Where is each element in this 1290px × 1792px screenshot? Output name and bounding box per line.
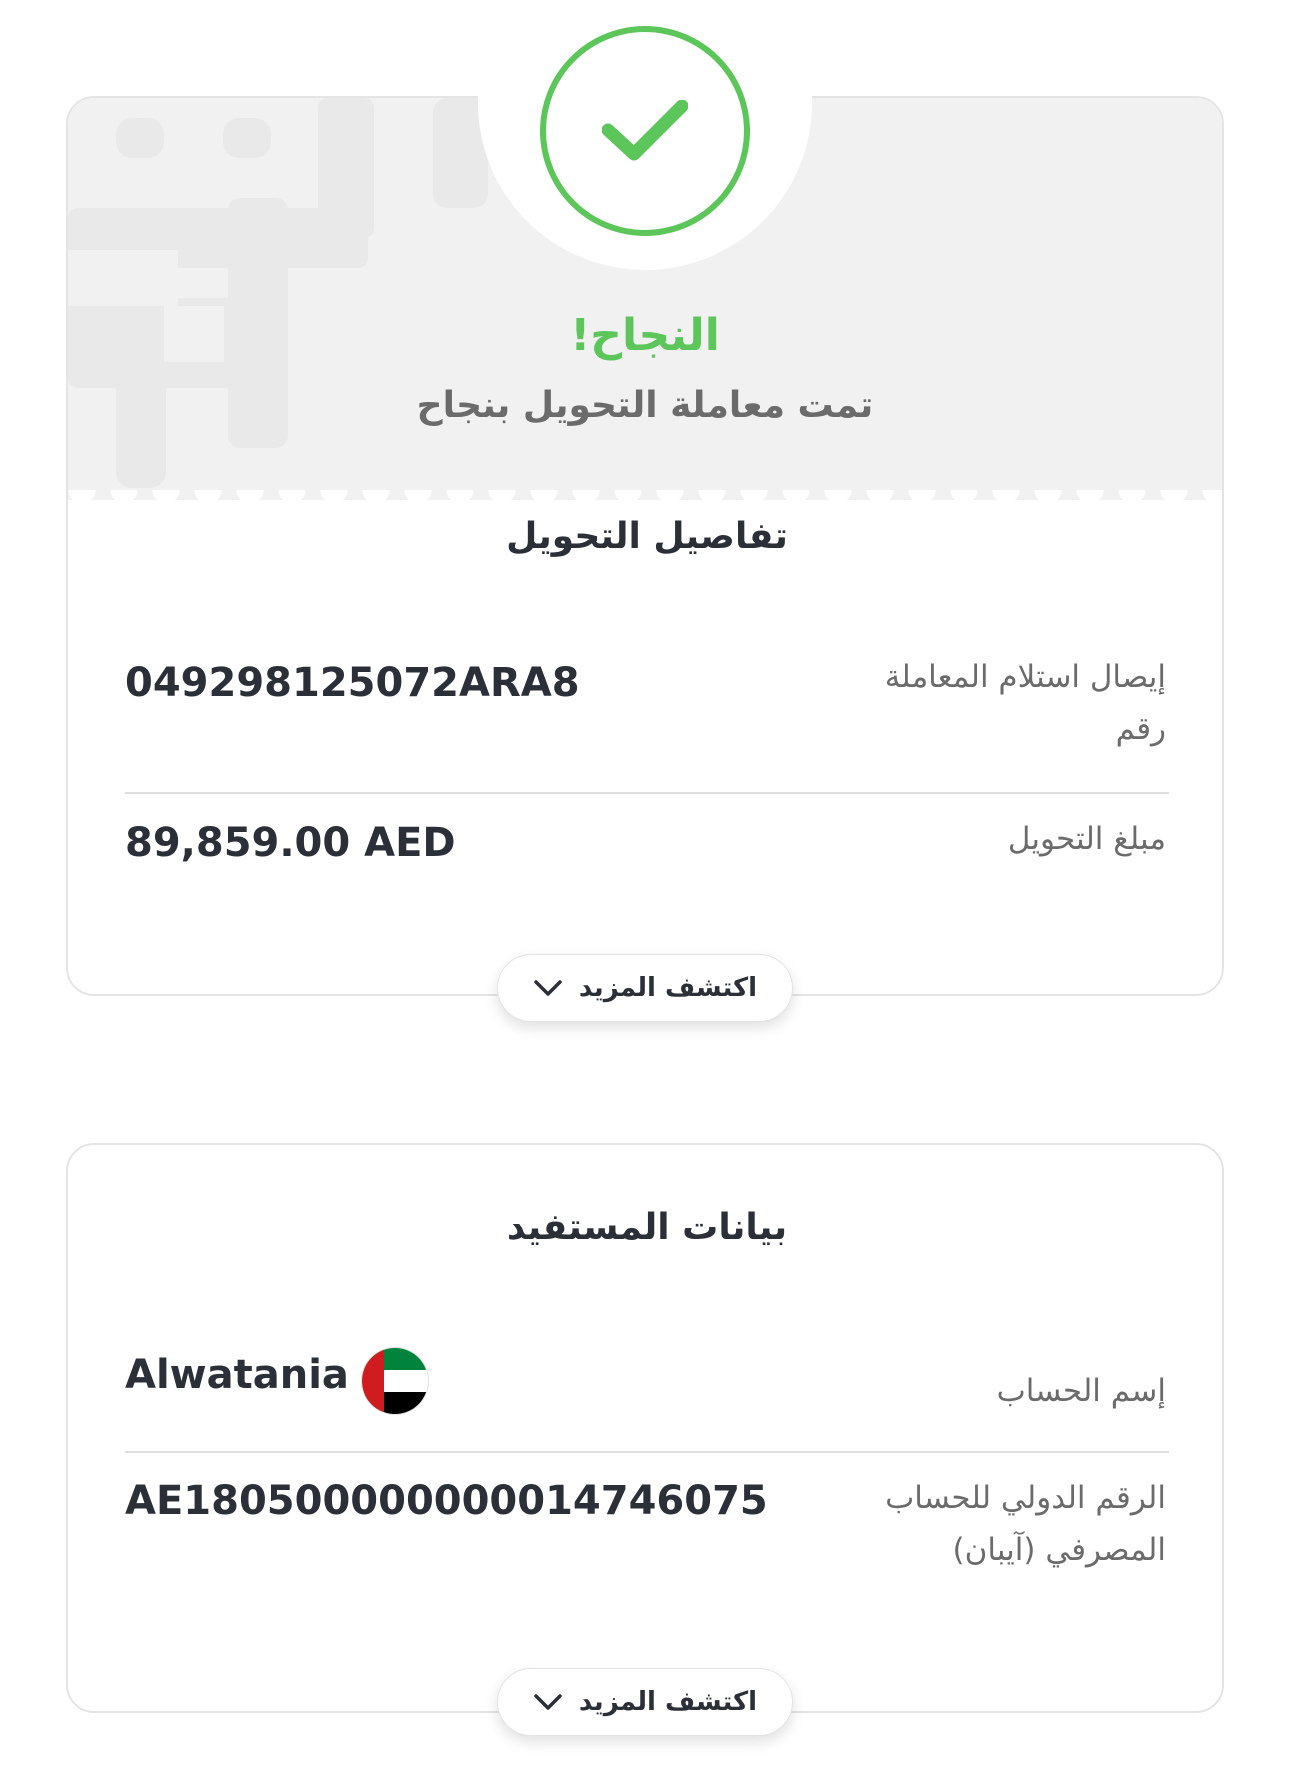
beneficiary-card xyxy=(66,1143,1224,1713)
transfer-details-title: تفاصيل التحويل xyxy=(506,516,788,557)
transfer-amount-label-text: مبلغ التحويل xyxy=(1007,821,1166,857)
check-icon xyxy=(602,100,688,162)
receipt-number-label xyxy=(746,651,1166,755)
uae-flag-icon xyxy=(362,1348,428,1414)
transfer-amount-label xyxy=(746,813,1166,865)
divider xyxy=(125,1451,1169,1453)
account-name-label xyxy=(746,1365,1166,1417)
iban-label-line1: الرقم الدولي للحساب xyxy=(885,1480,1166,1516)
decorative-pattern xyxy=(68,98,488,500)
receipt-number-value: 049298125072ARA8 xyxy=(125,660,580,706)
discover-more-button[interactable] xyxy=(497,954,793,1022)
beneficiary-title: بيانات المستفيد xyxy=(506,1207,788,1248)
transfer-amount-value: 89,859.00 AED xyxy=(125,820,456,866)
account-name-label-text: إسم الحساب xyxy=(996,1373,1166,1409)
success-check-circle xyxy=(540,26,750,236)
discover-more-label: اكتشف المزيد xyxy=(578,1687,758,1717)
discover-more-label: اكتشف المزيد xyxy=(578,973,758,1003)
divider xyxy=(125,792,1169,794)
discover-more-button-beneficiary[interactable] xyxy=(497,1668,793,1736)
iban-label-line2: المصرفي (آيبان) xyxy=(952,1532,1166,1568)
chevron-down-icon xyxy=(533,979,563,997)
success-title: النجاح! xyxy=(570,310,720,361)
account-name-value: Alwatania xyxy=(125,1352,349,1398)
receipt-label-line2: رقم xyxy=(1115,711,1166,747)
iban-label xyxy=(706,1472,1166,1576)
chevron-down-icon xyxy=(533,1693,563,1711)
scalloped-edge xyxy=(68,490,1222,500)
receipt-label-line1: إيصال استلام المعاملة xyxy=(884,659,1166,695)
iban-value: AE180500000000014746075 xyxy=(125,1478,768,1524)
success-subtitle: تمت معاملة التحويل بنجاح xyxy=(416,385,874,426)
